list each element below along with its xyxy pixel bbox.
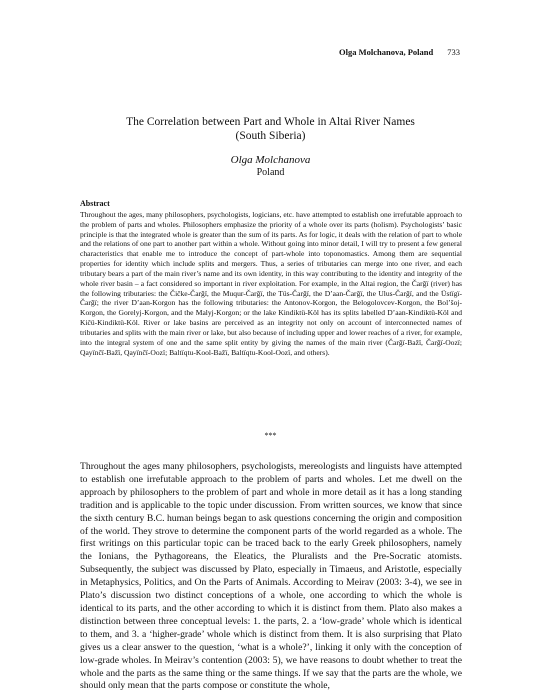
body-text [80,461,462,693]
running-header [339,47,460,57]
abstract [80,199,462,358]
paper-country: Poland [256,167,285,178]
section-separator: *** [264,431,277,440]
body-paragraph: Throughout the ages many philosophers, psychologists, mereologists and linguists have attempted to establish one irrefutable approach to the problem of parts and wholes. Let me dwell on the approach by philosophers to the problem of part and whole in more detail as it has a long standing tradition and is applicable to the topic under discussion. From written sources, we know that since the sixth century B.C. human beings began to ask questions concerning the origin and composition of the world. They strove to determine the component parts of the world regarded as a whole. The first writings on this particular topic can be traced back to the early Greek philosophers, namely the Ionians, the Pythagoreans, the Eleatics, the Pluralists and the Pre-Socratic atomists. Subsequently, the subject was discussed by Plato, especially in Timaeus, and Aristotle, especially in Metaphysics, Politics, and On the Parts of Animals. According to Meirav (2003: 3-4), we see in Plato’s discussion two distinct conceptions of a whole, one according to which the whole is identical to its parts, and the other according to which it is distinct from them. Plato also makes a distinction between three conceptual levels: 1. the parts, 2. a ‘low-grade’ whole which is identical to them, and 3. a ‘higher-grade’ whole which is distinct from them. It is also surprising that Plato gives us a clear answer to the question, ‘what is a whole?’, linking it only with the conception of low-grade wholes. In Meirav’s contention (2003: 5), we have reasons to doubt whether to treat the whole and the parts as the same thing or the same things. If we say that the parts are the whole, we should only mean that the parts compose or constitute the whole, [80,461,462,692]
abstract-text: Throughout the ages, many philosophers, psychologists, logicians, etc. have attempted to establish one irrefutable approach to the problem of parts and wholes. Philosophers emphasize the priority of a whole over its parts (holism). Psychologists’ basic principle is that the integrated whole is greater than the sum of its parts. As for logic, it deals with the relation of part to whole and the relations of one part to another part within a whole. Without going into minor detail, I will try to present a few general characteristics that enable me to introduce the concept of part-whole into toponomastics. Among them are sequential properties for identity which include splits and mergers. Thus, a series of tributaries can merge into one river, and each tributary bears a part of the main river’s name and its own identity, in this way contributing to the identity and integrity of the whole river basin – a fact considered so important in river exploitation. For example, in the Altai region, the Čarğï (river) has the following tributaries: the Čičke-Čarğï, the Muqur-Čarğï, the Tüs-Čarğï, the D’aan-Čarğï, the Ulus-Čarğï, and the Üstïgï-Čarğï; the river D’aan-Korgon has the following tributaries: the Antonov-Korgon, the Belogolovcev-Korgon, the Bol’šoj-Korgon, the Gorelyj-Korgon, and the Malyj-Korgon; or the lake Kindiktü-Köl has its splits labelled D’aan-Kindiktü-Köl and Kičü-Kindiktü-Köl. River or lake basins are perceived as an integrity not only on account of interconnected names of tributaries and splits with the main river or lake, but also because of including upper and lower reaches of a river, for example, into the integral system of one and the same split entity by giving the names of the main river (Čarğï-Bažï, Čarğï-Oozï; Qayïnčï-Bažï, Qayïnčï-Oozï; Baltïqtu-Kool-Bažï, Baltïqtu-Kool-Oozï, and others). [80,209,462,357]
paper-subtitle: (South Siberia) [235,130,306,142]
page-number: 733 [447,47,460,57]
paper-title: The Correlation between Part and Whole in Altai River Names [126,116,415,128]
running-header-author: Olga Molchanova, Poland [339,47,434,57]
paper-author: Olga Molchanova [230,154,311,166]
abstract-heading: Abstract [80,199,110,208]
title-block [0,115,541,179]
